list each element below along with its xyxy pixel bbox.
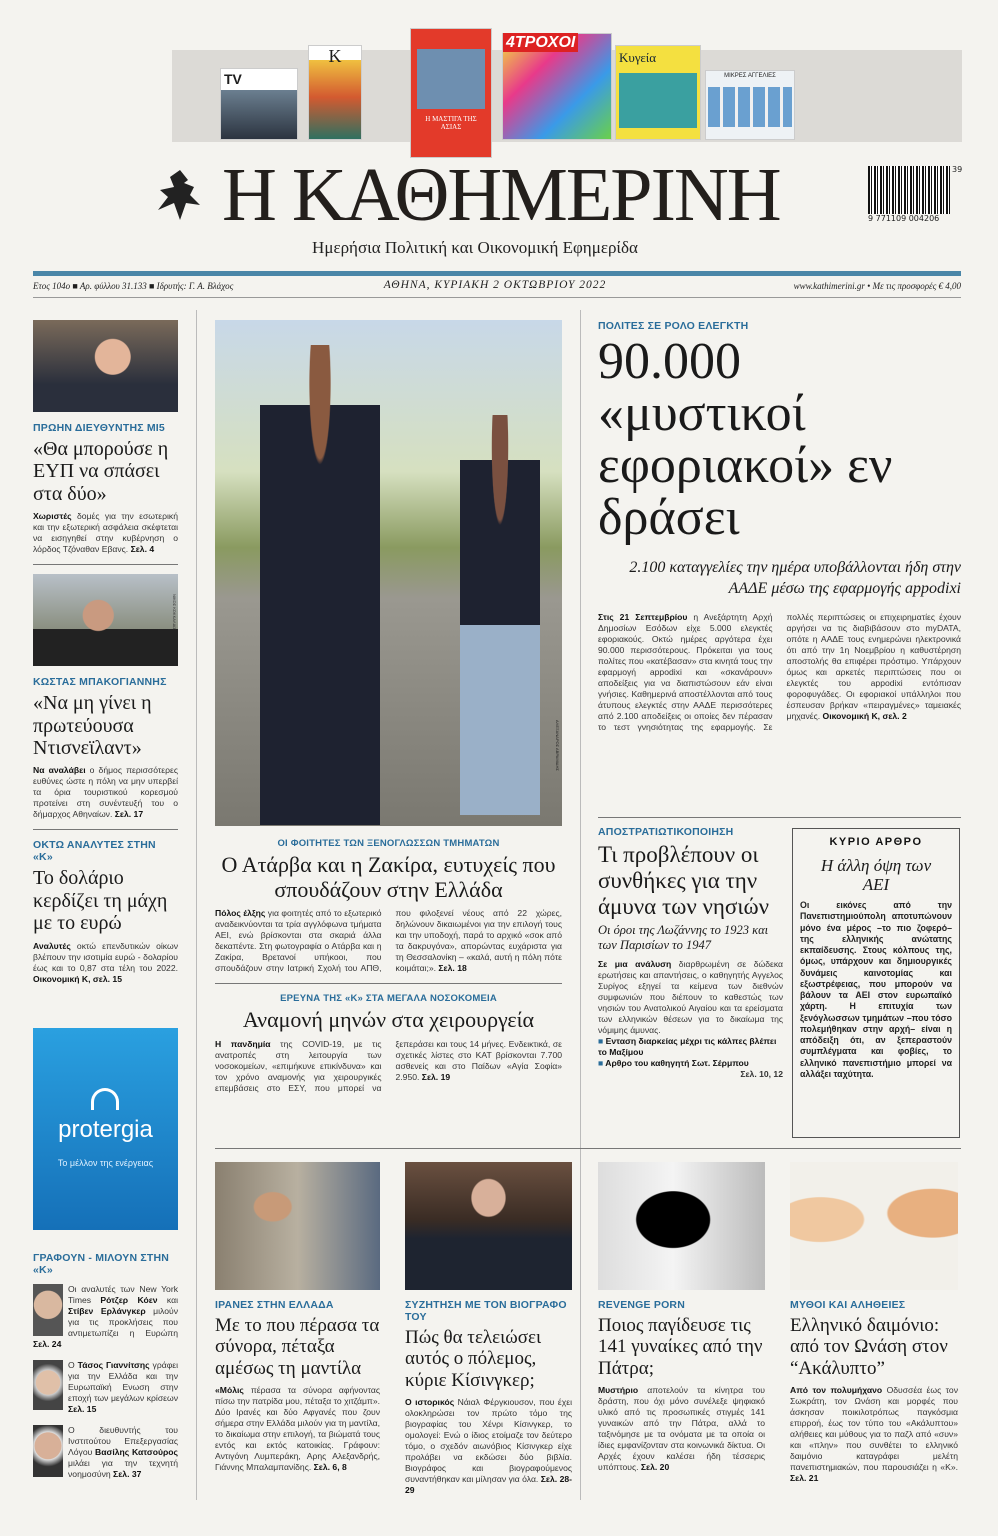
kicker: ΠΡΩΗΝ ΔΙΕΥΘΥΝΤΗΣ ΜΙ5 [33, 422, 165, 434]
writer-item[interactable] [33, 1284, 178, 1350]
article-summary: «Μόλις πέρασα τα σύνορα αφήνοντας πίσω την πατρίδα μου, πέταξα το χιτζάμπ». Δύο Ιρανές και δύο Αφγανές που ζουν σήμερα στην Ελλάδα μιλούν για τη μαντίλα, το δικαίωμα στην επιλογή, τα βιώματά τους εντός και εκτός κατοικίας. Γράφουν: Αντιγόνη Λυμπεράκη, Αρης Αλεξανδρής, Γιάννης Μπαλαμπανίδης. Σελ. 6, 8 [215, 1384, 380, 1472]
article-summary: Από τον πολυμήχανο Οδυσσέα έως τον Σωκράτη, τον Ωνάση και μορφές που άσκησαν ποικιλοτρόπως παγκόσμια επιρροή, έως τον τύπο του «Ακάλυπτου» αλήθειες και μύθους για το παζλ από «συν» και «πλην» που συνθέτει το ελληνικό δαιμόνιο καταγράφει μελέτη πανεπιστημιακών, που παρουσιάζει η «Κ». Σελ. 21 [790, 1384, 958, 1483]
editorial-label: ΚΥΡΙΟ ΑΡΘΡΟ [829, 836, 923, 848]
students-story [215, 838, 562, 1094]
illustration-greek-figures [790, 1162, 958, 1290]
headline-revenge-porn[interactable]: Ποιος παγίδευσε τις 141 γυναίκες από την Πάτρα; [598, 1315, 763, 1379]
left-column [33, 320, 178, 985]
kicker: ΠΟΛΙΤΕΣ ΣΕ ΡΟΛΟ ΕΛΕΓΚΤΗ [598, 320, 749, 332]
divider [215, 1148, 961, 1149]
editorial-text: Οι εικόνες από την Πανεπιστημιούπολη αποτυπώνουν μόνο ένα μέρος –το πιο ζοφερό– της ελληνικής ανώτατης εκπαίδευσης. Στους κόλπους της, όμως, υπάρχουν και δημιουργικές δυνάμεις καινοτομίας και εξωστρέφειας, που μπορούν να βάλουν τα ΑΕΙ στον ευρωπαϊκό χάρτη. Η επιτυχία των ξενόγλωσσων τμημάτων –που τόσο πολεμήθηκαν στην αρχή– είναι η απόδειξη ότι, αν ξεπεραστούν συμπλέγματα και φοβίες, το ελληνικό πανεπιστήμιο μπορεί να αλλάξει ταχύτητα. [800, 900, 952, 1079]
divider [215, 983, 562, 984]
article-summary: Αναλυτές οκτώ επενδυτικών οίκων βλέπουν την ισοτιμία ευρώ - δολαρίου έως και το 0,87 στα τέλη του 2022. Οικονομική Κ, σελ. 15 [33, 940, 178, 984]
headline-kissinger[interactable]: Πώς θα τελειώσει αυτός ο πόλεμος, κύριε Κίσινγκερ; [405, 1327, 542, 1391]
writer-item[interactable] [33, 1425, 178, 1480]
bottom-story [405, 1299, 572, 1496]
headline-eyp[interactable]: «Θα μπορούσε η ΕΥΠ να σπάσει στα δύο» [33, 438, 169, 505]
supplement-ygeia[interactable]: Κυγεία [615, 45, 701, 140]
article-summary: Η πανδημία της COVID-19, με τις ανατροπές στη λειτουργία των νοσοκομείων, «επιμήκυνε επικίνδυνα» και τον χρόνο αναμονής για χειρουργικές επεμβάσεις στο ΕΣΥ, που μπορεί να ξεπεράσει και τους 14 μήνες. Ενδεικτικά, σε σχετικές λίστες στο ΚΑΤ βρίσκονται 7.700 ασθενείς και στο Παίδων «Αγία Σοφία» 2.950. Σελ. 19 [215, 1038, 562, 1093]
ad-tagline: Το μέλλον της ενέργειας [57, 1158, 154, 1168]
photo-silhouette [598, 1162, 765, 1290]
supplement-4trochoi[interactable]: 4ΤΡΟΧΟΙ [502, 33, 612, 140]
defense-subhead: Οι όροι της Λωζάννης το 1923 και των Παρισίων το 1947 [598, 923, 769, 953]
bottom-story [598, 1299, 765, 1473]
defense-story [598, 826, 783, 1080]
issue-code: 39 [952, 165, 963, 174]
avatar [33, 1425, 63, 1477]
article-summary: Ο ιστορικός Νάιαλ Φέργκιουσον, που έχει ολοκληρώσει τον πρώτο τόμο της βιογραφίας του Χένρι Κίσινγκερ, το ομολογεί: Ενώ ο ίδιος ετοίμαζε τον δεύτερο τόμο, ο σχεδόν αιωνόβιος Κίσινγκερ είχε προλάβει να εκδώσει δύο βιβλία. Βιογράφος και βιογραφούμενος συναντήθηκαν και μίλησαν για όλα. Σελ. 28-29 [405, 1396, 572, 1495]
protergia-logo-icon [91, 1088, 119, 1110]
photo-students: ΑΛΕΞΑΝΔΡΟΣ ΑΒΡΑΜΙΔΗΣ [215, 320, 562, 826]
column-divider [580, 310, 581, 1500]
supplement-aggelies[interactable]: ΜΙΚΡΕΣ ΑΓΓΕΛΙΕΣ [705, 70, 795, 140]
editorial [800, 836, 952, 1080]
eagle-logo-icon [150, 165, 210, 225]
ad-brand: protergia [58, 1116, 153, 1143]
dateline-left: Ετος 104ο ■ Αρ. φύλλου 31.133 ■ Ιδρυτής: Γ. Α. Βλάχος [33, 281, 234, 291]
kicker: ΓΡΑΦΟΥΝ - ΜΙΛΟΥΝ ΣΤΗΝ «Κ» [33, 1252, 170, 1276]
photo-kissinger [405, 1162, 572, 1290]
dateline-right[interactable]: www.kathimerini.gr • Με τις προσφορές € 4,00 [793, 281, 961, 291]
article-summary: Πόλος έλξης για φοιτητές από το εξωτερικό αναδεικνύονται τα τρία αγγλόφωνα τμήματα ΑΕΙ, ενώ βρίσκονται στα σκαριά άλλα δεκαπέντε. Στη φωτογραφία ο Ατάρβα και η Ζακίρα, Βρετανοί υπήκοοι, που σπουδάζουν στην Ιατρική Σχολή του ΑΠΘ, που φιλοξενεί νέους από 22 χώρες, δηλώνουν δικαιωμένοι για την επιλογή τους και την υποδοχή, παρά το αρχικό «σοκ από τα δακρυγόνα», απορώντας ευχάριστα για τη Θεσσαλονίκη – «καλά, αυτή η πόλη πότε κοιμάται;». Σελ. 18 [215, 908, 562, 974]
lead-subhead: 2.100 καταγγελίες την ημέρα υποβάλλονται ήδη στην ΑΑΔΕ μέσω της εφαρμογής appodixi [629, 559, 961, 597]
kicker: ΕΡΕΥΝΑ ΤΗΣ «Κ» ΣΤΑ ΜΕΓΑΛΑ ΝΟΣΟΚΟΜΕΙΑ [280, 993, 497, 1005]
kicker: ΟΙ ΦΟΙΤΗΤΕΣ ΤΩΝ ΞΕΝΟΓΛΩΣΣΩΝ ΤΜΗΜΑΤΩΝ [277, 838, 500, 849]
headline-island-defense[interactable]: Τι προβλέπουν οι συνθήκες για την άμυνα των νησιών [598, 842, 770, 919]
writer-blurb: Ο Τάσος Γιαννίτσης γράφει για την Ελλάδα και την Ευρωπαϊκή Ενωση στην εποχή των μεγάλων κρίσεων Σελ. 15 [68, 1360, 178, 1414]
lead-story [598, 320, 961, 733]
kicker: REVENGE PORN [598, 1299, 685, 1311]
student-female-figure [460, 415, 540, 815]
photo-iranian-women [215, 1162, 380, 1290]
bottom-story [215, 1299, 380, 1473]
headline-disneyland[interactable]: «Να μη γίνει η πρωτεύουσα Ντισνεϊλαντ» [33, 692, 152, 759]
kicker: ΑΠΟΣΤΡΑΤΙΩΤΙΚΟΠΟΙΗΣΗ [598, 826, 734, 838]
supplement-book[interactable]: Η ΜΑΣΤΙΓΑ ΤΗΣ ΑΣΙΑΣ [410, 28, 492, 158]
divider [33, 564, 178, 565]
masthead-subtitle: Ημερήσια Πολιτική και Οικονομική Εφημερίδα [312, 238, 638, 257]
headline-surgery-waits[interactable]: Αναμονή μηνών στα χειρουργεία [242, 1007, 535, 1033]
headline-dollar[interactable]: Το δολάριο κερδίζει τη μάχη με το ευρώ [33, 867, 168, 935]
editorial-title[interactable]: Η άλλη όψη των ΑΕΙ [820, 856, 932, 895]
header-rule [33, 271, 961, 276]
bottom-story [790, 1299, 958, 1484]
avatar [33, 1284, 63, 1336]
barcode-number: 9 771109 004206 [868, 214, 940, 223]
supplement-tv[interactable]: TV [220, 68, 298, 140]
avatar [33, 1360, 63, 1410]
kicker: ΚΩΣΤΑΣ ΜΠΑΚΟΓΙΑΝΝΗΣ [33, 676, 167, 689]
kicker: ΙΡΑΝΕΣ ΣΤΗΝ ΕΛΛΑΔΑ [215, 1299, 334, 1311]
protergia-ad[interactable] [33, 1028, 178, 1230]
supplement-k[interactable]: K [308, 45, 362, 140]
barcode [868, 166, 950, 214]
photo-mi5-director [33, 320, 178, 412]
column-divider [196, 310, 197, 1500]
kicker: ΣΥΖΗΤΗΣΗ ΜΕ ΤΟΝ ΒΙΟΓΡΑΦΟ ΤΟΥ [405, 1299, 567, 1323]
lead-headline[interactable]: 90.000 «μυστικοί εφοριακοί» εν δράσει [598, 333, 893, 546]
writers-section [33, 1252, 178, 1480]
writer-blurb: Ο διευθυντής του Ινστιτούτου Επεξεργασίας Λόγου Βασίλης Κατσούρος μιλάει για την τεχνητή νοημοσύνη Σελ. 37 [68, 1425, 178, 1479]
kicker: ΜΥΘΟΙ ΚΑΙ ΑΛΗΘΕΙΕΣ [790, 1299, 906, 1311]
article-summary: Χωριστές δομές για την εσωτερική και την εξωτερική ασφάλεια σκέφτεται να εισηγηθεί στην κυβέρνηση ο λόρδος Τζόναθαν Εβανς. Σελ. 4 [33, 511, 178, 555]
headline-students[interactable]: Ο Ατάρβα και η Ζακίρα, ευτυχείς που σπουδάζουν στην Ελλάδα [221, 852, 556, 902]
related-link[interactable]: ■ Αρθρο του καθηγητή Σωτ. Σέρμπου [598, 1058, 749, 1069]
dateline-rule [33, 297, 961, 298]
article-body: Σε μια ανάλυση διαρθρωμένη σε δώδεκα ερωτήσεις και απαντήσεις, ο καθηγητής Αγγελος Συρίγος εξηγεί τα κείμενα των διεθνών συμφωνιών που διέπουν το καθεστώς των νησιών του Ανατολικού Αιγαίου και τα ερείσματα των ελληνικών θέσεων για το δικαίωμα της νόμιμης άμυνας. [598, 959, 783, 1036]
photo-bakoyannis: ΝΙΚΟΣ ΚΟΚΚΑΛΙΑΣ [33, 574, 178, 666]
divider [33, 829, 178, 830]
headline-headscarf[interactable]: Με το που πέρασα τα σύνορα, πέταξα αμέσως τη μαντίλα [215, 1315, 380, 1379]
kicker: ΟΚΤΩ ΑΝΑΛΥΤΕΣ ΣΤΗΝ «Κ» [33, 839, 156, 864]
divider [598, 817, 961, 818]
related-link[interactable]: ■ Ενταση διαρκείας μέχρι τις κάλπες βλέπει το Μαξίμου [598, 1036, 777, 1058]
dateline-date: ΑΘΗΝΑ, ΚΥΡΙΑΚΗ 2 ΟΚΤΩΒΡΙΟΥ 2022 [383, 279, 607, 291]
article-summary: Να αναλάβει ο δήμος περισσότερες ευθύνες ώστε η πόλη να μην υπερβεί τα όρια τουριστικού κορεσμού προτείνει στη συνέντευξή του ο δήμαρχος Αθηναίων. Σελ. 17 [33, 765, 178, 820]
article-summary: Μυστήριο αποτελούν τα κίνητρα του δράστη, που όχι μόνο συνέλεξε ψηφιακό υλικό από τις προσωπικές στιγμές 141 γυναικών από την Πάτρα, αλλά το ταξινόμησε με τα ονόματα με τα οποία οι ίδιες εμφανίζονταν στα κοινωνικά δίκτυα. Οι Αρχές έχουν καλέσει ήδη τέσσερις υπόπτους. Σελ. 20 [598, 1384, 765, 1472]
masthead-title: Η ΚΑΘΗΜΕΡΙΝΗ [222, 153, 780, 237]
headline-greek-genius[interactable]: Ελληνικό δαιμόνιο: από τον Ωνάση στον “Ακάλυπτο” [790, 1315, 948, 1379]
writer-item[interactable] [33, 1360, 178, 1415]
article-body: Στις 21 Σεπτεμβρίου η Ανεξάρτητη Αρχή Δημοσίων Εσόδων είχε 5.000 ελεγκτές εφοριακούς. Οκτώ ημέρες αργότερα έχει 90.000 περισσότερους. Πρόκειται για τους πολίτες που «κατέβασαν» στα κινητά τους την εφαρμογή appodixi και «σκανάρουν» αποδείξεις για να διαπιστώσουν εάν είναι γνήσιες. Καθημερινά αποστέλλονται από τους άτυπους ελεγκτές στην ΑΑΔΕ περισσότερες από 2.100 αποδείξεις οι οποίες δεν πέρασαν το τεστ γνησιότητας της εφαρμογής. Σε πολλές περιπτώσεις οι επιχειρηματίες έχουν αργήσει να τις διαβιβάσουν στο myDATA, οπότε η ΑΑΔΕ τους ενημερώνει ηλεκτρονικά ότι από την 1η Νοεμβρίου η καθυστέρηση αποστολής θα επιφέρει πρόστιμο. Υπάρχουν όμως και αρκετές περιπτώσεις που οι ελεγκτές του appodixi εντόπισαν φοροφυγάδες. Οι εφοριακοί υπάλληλοι που έσπευσαν βρήκαν «πειραγμένες» ταμειακές μηχανές. Οικονομική Κ, σελ. 2 [598, 611, 961, 732]
writer-blurb: Οι αναλυτές των New York Times Ρότζερ Κόεν και Στίβεν Ερλάνγκερ μιλούν για τις προκλήσεις που αντιμετωπίζει η Ευρώπη Σελ. 24 [33, 1284, 178, 1349]
student-male-figure [260, 345, 380, 825]
page-ref[interactable]: Σελ. 10, 12 [740, 1069, 783, 1080]
